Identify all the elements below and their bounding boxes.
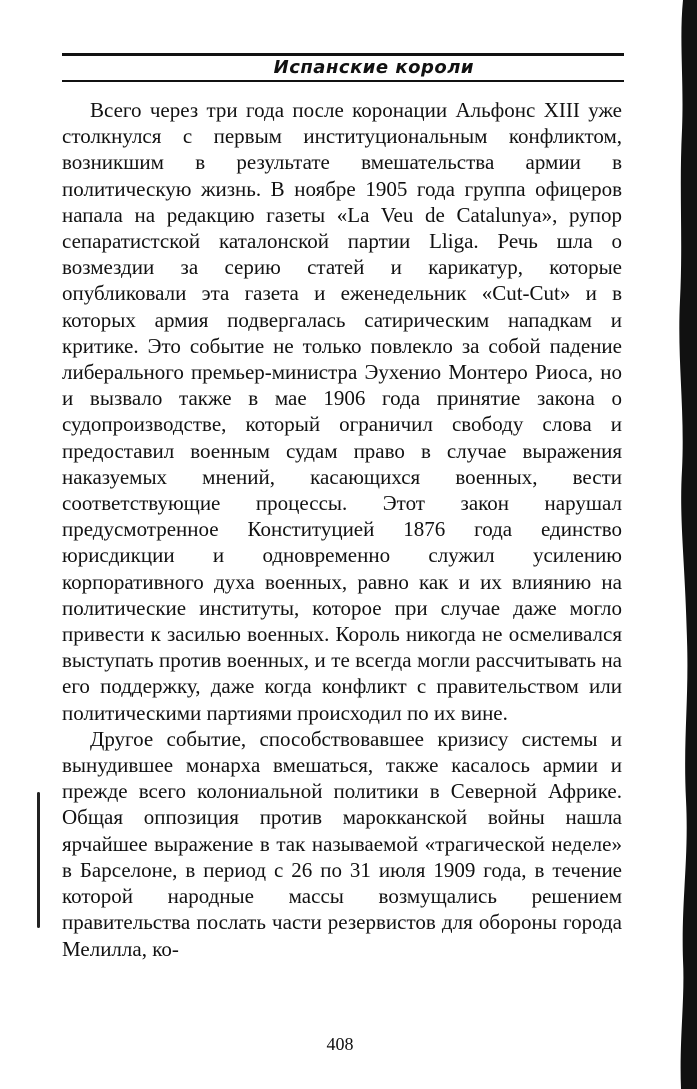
paragraph-2: Другое событие, способствовавшее кризису системы и вынудившее монарха вмешаться, также касалось армии и прежде всего колониальной политики в Северной Африке. Общая оппозиция против марокканской войны нашла ярчайшее выражение в так называемой «трагической неделе» в Барселоне, в период с 26 по 31 июля 1909 года, в течение которой народные массы возмущались решением правительства послать части резервистов для обороны города Мелилла, ко- <box>62 726 622 961</box>
header-rule-bottom <box>62 80 624 82</box>
running-head: Испанские короли <box>273 57 474 78</box>
body-text <box>62 97 622 962</box>
margin-pen-mark <box>37 792 40 928</box>
page-number: 408 <box>326 1034 354 1054</box>
scan-shadow-edge <box>667 0 697 1089</box>
paragraph-1: Всего через три года после коронации Альфонс XIII уже столкнулся с первым институциональным конфликтом, возникшим в результате вмешательства армии в политическую жизнь. В ноябре 1905 года группа офицеров напала на редакцию газеты «La Veu de Catalunya», рупор сепаратистской каталонской партии Lliga. Речь шла о возмездии за серию статей и карикатур, которые опубликовали эта газета и еженедельник «Cut-Cut» и в которых армия подвергалась сатирическим нападкам и критике. Это событие не только повлекло за собой падение либерального премьер-министра Эухенио Монтеро Риоса, но и вызвало также в мае 1906 года принятие закона о судопроизводстве, который ограничил свободу слова и предоставил военным судам право в случае выражения наказуемых мнений, касающихся военных, вести соответствующие процессы. Этот закон нарушал предусмотренное Конституцией 1876 года единство юрисдикции и одновременно служил усилению корпоративного духа военных, равно как и их влиянию на политические институты, которое при случае даже могло привести к засилью военных. Король никогда не осмеливался выступать против военных, и те всегда могли рассчитывать на его поддержку, даже когда конфликт с правительством или политическими партиями происходил по их вине. <box>62 98 622 725</box>
